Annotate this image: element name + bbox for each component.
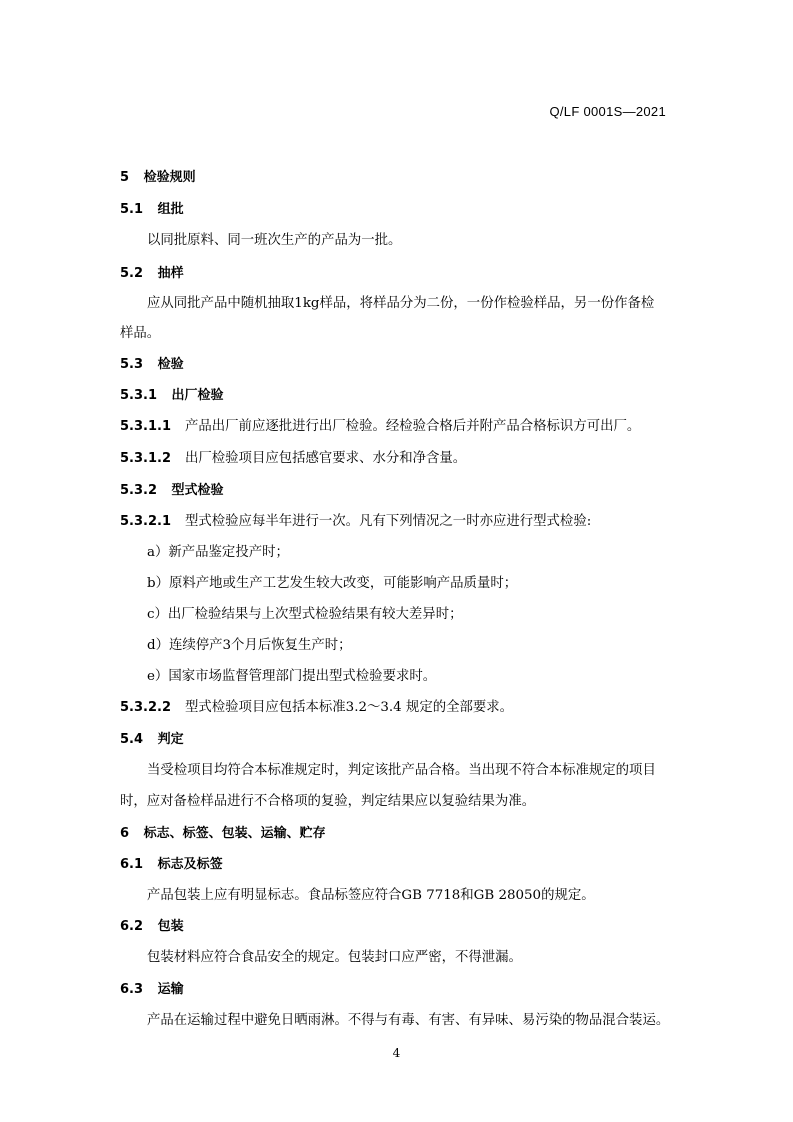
clause-number: 5.3.2.1	[120, 514, 171, 529]
clause-text: 型式检验应每半年进行一次。凡有下列情况之一时亦应进行型式检验:	[185, 514, 592, 529]
clause-number: 5.3.1.1	[120, 419, 171, 434]
heading-title: 检验	[157, 357, 184, 372]
clause-5-3-2-2	[120, 696, 513, 715]
heading-title: 包装	[157, 919, 184, 934]
heading-number: 6.1	[120, 857, 144, 872]
paragraph: 以同批原料、同一班次生产的产品为一批。	[147, 233, 402, 248]
heading-title: 组批	[157, 202, 184, 217]
list-item: e）国家市场监督管理部门提出型式检验要求时。	[147, 669, 437, 684]
paragraph: 包装材料应符合食品安全的规定。包装封口应严密，不得泄漏。	[147, 950, 522, 965]
clause-text: 型式检验项目应包括本标准3.2～3.4 规定的全部要求。	[185, 700, 514, 715]
list-item: b）原料产地或生产工艺发生较大改变，可能影响产品质量时；	[147, 576, 518, 591]
heading-5-3-2	[120, 479, 224, 498]
page-number: 4	[392, 1046, 401, 1060]
clause-5-3-1-1	[120, 415, 640, 434]
heading-title: 检验规则	[143, 170, 196, 185]
heading-title: 出厂检验	[171, 388, 224, 403]
list-item: a）新产品鉴定投产时；	[147, 545, 289, 560]
paragraph: 产品在运输过程中避免日晒雨淋。不得与有毒、有害、有异味、易污染的物品混合装运。	[147, 1013, 670, 1028]
list-item: d）连续停产3个月后恢复生产时；	[147, 638, 352, 653]
heading-number: 6.3	[120, 982, 144, 997]
heading-5-4	[120, 728, 184, 747]
heading-number: 5.4	[120, 732, 144, 747]
heading-title: 标志、标签、包装、运输、贮存	[143, 826, 326, 841]
heading-title: 型式检验	[171, 483, 224, 498]
paragraph-line: 时，应对备检样品进行不合格项的复验，判定结果应以复验结果为准。	[120, 794, 536, 809]
heading-title: 标志及标签	[157, 857, 223, 872]
heading-6-3	[120, 978, 184, 997]
clause-text: 出厂检验项目应包括感官要求、水分和净含量。	[185, 451, 467, 466]
heading-5-3-1	[120, 384, 224, 403]
clause-text: 产品出厂前应逐批进行出厂检验。经检验合格后并附产品合格标识方可出厂。	[185, 419, 641, 434]
clause-5-3-2-1	[120, 510, 591, 529]
heading-number: 6	[120, 826, 130, 841]
paragraph-line: 当受检项目均符合本标准规定时，判定该批产品合格。当出现不符合本标准规定的项目	[147, 763, 656, 778]
heading-6-2	[120, 915, 184, 934]
heading-6	[120, 822, 326, 841]
heading-title: 运输	[157, 982, 184, 997]
clause-number: 5.3.2.2	[120, 700, 171, 715]
paragraph: 产品包装上应有明显标志。食品标签应符合GB 7718和GB 28050的规定。	[147, 888, 595, 903]
heading-number: 5.2	[120, 266, 144, 281]
heading-5-2	[120, 262, 184, 281]
heading-title: 抽样	[157, 266, 184, 281]
clause-5-3-1-2	[120, 447, 466, 466]
heading-title: 判定	[157, 732, 184, 747]
heading-number: 5.1	[120, 202, 144, 217]
list-item: c）出厂检验结果与上次型式检验结果有较大差异时；	[147, 607, 463, 622]
heading-number: 6.2	[120, 919, 144, 934]
heading-number: 5.3.2	[120, 483, 158, 498]
standard-code: Q/LF 0001S—2021	[549, 104, 666, 119]
heading-5-1	[120, 198, 184, 217]
heading-5-3	[120, 353, 184, 372]
heading-5	[120, 166, 196, 185]
heading-number: 5.3	[120, 357, 144, 372]
heading-6-1	[120, 853, 223, 872]
heading-number: 5.3.1	[120, 388, 158, 403]
heading-number: 5	[120, 170, 130, 185]
paragraph-line: 样品。	[120, 326, 161, 341]
clause-number: 5.3.1.2	[120, 451, 171, 466]
paragraph-line: 应从同批产品中随机抽取1kg样品，将样品分为二份，一份作检验样品，另一份作备检	[147, 296, 655, 311]
